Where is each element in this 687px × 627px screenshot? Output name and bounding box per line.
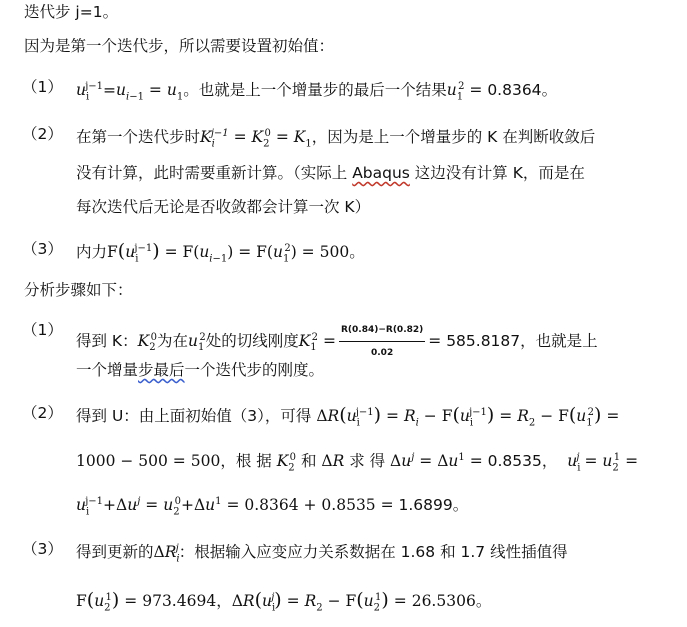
fraction-denominator: 0.02: [371, 348, 394, 358]
value-delta-r: 500: [190, 452, 221, 471]
fraction-numerator: R(0.84)−R(0.82): [339, 320, 425, 342]
intro-text: 因为是第一个迭代步，所以需要设置初始值：: [24, 37, 335, 55]
value-delta-u: 0.8535: [487, 452, 542, 471]
word-u: U: [111, 407, 124, 426]
value-f-u2-1: 973.4694: [142, 592, 217, 611]
analysis-item-2-number: （2）: [22, 404, 63, 422]
stiffness-fraction: [339, 320, 425, 363]
value-tangent-stiffness: 585.8187: [446, 332, 521, 350]
analysis-item-3-line-1: 得到更新的$\Delta R_i^j$：根据输入应变应力关系数据在 1.68 和 1.7 线性插值得: [76, 543, 568, 565]
init-item-2-line-3: 每次迭代后无论是否收敛都会计算一次 K）: [76, 198, 371, 216]
init-item-3-number: （3）: [22, 240, 63, 258]
init-item-2-line-2: 没有计算，此时需要重新计算。（实际上 Abaqus 这边没有计算 K，而是在: [76, 164, 585, 182]
value-u2-1: 1.6899: [398, 496, 453, 515]
analysis-item-2-line-2: 1000 − 500 = 500，根 据 $K_2^0$ 和 ΔR 求 得 $\Delta u^j = \Delta u^1 = 0.8535$， $u_i^j = u_2^1$ =: [76, 452, 639, 474]
value-delta-r-new: 26.5306: [411, 592, 476, 611]
init-item-2-number: （2）: [22, 125, 63, 143]
analysis-item-3-number: （3）: [22, 540, 63, 558]
analysis-item-3-line-2: $F(u_2^1) = 973.4694$，$\Delta R(u_i^j) = R_2 - F(u_2^1) = 26.5306$。: [76, 589, 492, 614]
init-item-2-line-1: 在第一个迭代步时$K_i^{j-1} = K_2^0 = K_1$，因为是上一个增量步的 K 在判断收敛后: [76, 128, 596, 150]
step-heading: 迭代步 j=1。: [24, 3, 119, 21]
init-item-1-number: （1）: [22, 78, 63, 96]
value-interp-high: 1.7: [460, 543, 486, 562]
analysis-item-2-line-3: $u_i^{j-1}+\Delta u^j = u_2^0+\Delta u^1 = 0.8364 + 0.8535 = 1.6899$。: [76, 496, 469, 518]
analysis-item-1-line-1: 得到 K：$K_2^0$为在$u_1^2$处的切线刚度$K_1^2$ = $\frac{R(0.84)-R(0.82)}{0.02}$ = 585.8187，也就是上: [76, 320, 598, 363]
value-interp-low: 1.68: [400, 543, 436, 562]
analysis-item-1-line-2: 一个增量步最后一个迭代步的刚度。: [76, 361, 325, 379]
word-abaqus: Abaqus: [352, 164, 410, 182]
value-internal-force: 500: [319, 243, 350, 262]
analysis-item-1-number: （1）: [22, 321, 63, 339]
init-item-3-text: 内力$F(u_i^{j-1}) = F(u_{i-1}) = F(u_1^2) = 500$。: [76, 240, 365, 265]
word-k: K: [487, 128, 498, 147]
analysis-heading: 分析步骤如下：: [24, 281, 133, 299]
analysis-item-2-line-1: 得到 U：由上面初始值（3），可得 $\Delta R(u_i^{j-1}) = R_i - F(u_i^{j-1}) = R_2 - F(u_1^2)$ =: [76, 404, 620, 429]
value-r2: 1000: [76, 452, 116, 471]
value-u1-2: 0.8364: [487, 81, 542, 100]
init-item-1-text: $u_i^{j-1}=u_{i-1} = u_1$。也就是上一个增量步的最后一个结果$u_1^2 = 0.8364$。: [76, 81, 558, 103]
